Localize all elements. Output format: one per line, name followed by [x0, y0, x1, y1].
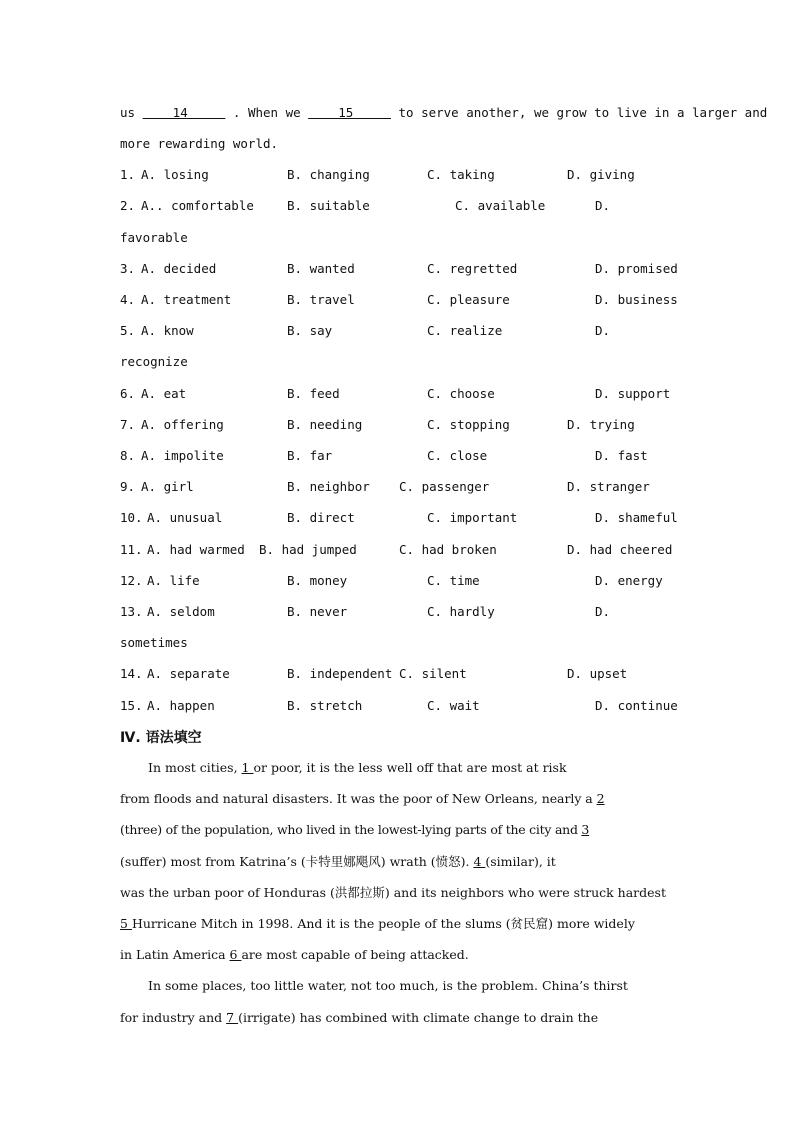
option-d: D. promised: [595, 261, 678, 276]
option-number: 2.: [120, 198, 136, 213]
option-b: B. never: [287, 604, 348, 619]
option-c: C. important: [427, 510, 518, 525]
option-a: A. treatment: [141, 292, 232, 307]
option-c: C. pleasure: [427, 292, 510, 307]
blank-3: 3: [581, 822, 590, 837]
blank-1: 1: [241, 760, 254, 775]
option-b: B. had jumped: [259, 542, 357, 557]
option-a: A. separate: [147, 666, 230, 681]
option-b: B. far: [287, 448, 333, 463]
option-number: 1.: [120, 167, 136, 182]
intro-line-1: us 14 . When we 15 to serve another, we grow to live in a larger and: [120, 105, 768, 120]
option-a: A. decided: [141, 261, 217, 276]
option-number: 10.: [120, 510, 143, 525]
blank-14: 14: [142, 105, 226, 120]
option-c: C. had broken: [399, 542, 497, 557]
passage-line-2: from floods and natural disasters. It was the poor of New Orleans, nearly a 2: [120, 791, 605, 806]
option-a: A. know: [141, 323, 194, 338]
option-number: 13.: [120, 604, 143, 619]
option-a: A. seldom: [147, 604, 215, 619]
option-b: B. changing: [287, 167, 370, 182]
option-b: B. suitable: [287, 198, 370, 213]
option-c: C. stopping: [427, 417, 510, 432]
option-d: D. had cheered: [567, 542, 673, 557]
option-b: B. stretch: [287, 698, 363, 713]
option-c: C. choose: [427, 386, 495, 401]
option-number: 14.: [120, 666, 143, 681]
option-b: B. travel: [287, 292, 355, 307]
option-a: A. life: [147, 573, 200, 588]
option-c: C. close: [427, 448, 488, 463]
option-d: D. business: [595, 292, 678, 307]
blank-5: 5: [120, 916, 132, 931]
option-d-wrap: sometimes: [120, 635, 188, 650]
option-a: A. girl: [141, 479, 194, 494]
option-c: C. wait: [427, 698, 480, 713]
passage-line-5: was the urban poor of Honduras (洪都拉斯) and its neighbors who were struck hardest: [120, 885, 666, 900]
option-number: 7.: [120, 417, 136, 432]
option-number: 8.: [120, 448, 136, 463]
option-b: B. needing: [287, 417, 363, 432]
passage-line-7: in Latin America 6 are most capable of being attacked.: [120, 947, 469, 962]
option-a: A. had warmed: [147, 542, 245, 557]
option-b: B. direct: [287, 510, 355, 525]
option-c: C. realize: [427, 323, 503, 338]
option-a: A. happen: [147, 698, 215, 713]
option-c: C. regretted: [427, 261, 518, 276]
option-a: A.. comfortable: [141, 198, 254, 213]
option-c: C. taking: [427, 167, 495, 182]
blank-15: 15: [308, 105, 391, 120]
option-number: 4.: [120, 292, 136, 307]
passage-line-3: (three) of the population, who lived in the lowest-lying parts of the city and 3: [120, 822, 590, 837]
blank-6: 6: [229, 947, 242, 962]
option-b: B. independent: [287, 666, 393, 681]
intro-line-2: more rewarding world.: [120, 136, 279, 151]
blank-7: 7: [226, 1010, 239, 1025]
option-c: C. time: [427, 573, 480, 588]
option-c: C. passenger: [399, 479, 490, 494]
option-c: C. silent: [399, 666, 467, 681]
option-b: B. say: [287, 323, 333, 338]
option-d: D. energy: [595, 573, 663, 588]
option-a: A. offering: [141, 417, 224, 432]
option-number: 15.: [120, 698, 143, 713]
blank-4: 4: [473, 854, 486, 869]
option-d: D.: [595, 198, 611, 213]
option-d: D. trying: [567, 417, 635, 432]
option-number: 11.: [120, 542, 143, 557]
option-number: 5.: [120, 323, 136, 338]
option-number: 9.: [120, 479, 136, 494]
option-number: 6.: [120, 386, 136, 401]
passage-line-1: In most cities, 1 or poor, it is the less well off that are most at risk: [148, 760, 567, 775]
option-d-wrap: favorable: [120, 230, 188, 245]
passage-line-8: In some places, too little water, not too much, is the problem. China’s thirst: [148, 978, 628, 993]
option-d: D. giving: [567, 167, 635, 182]
blank-2: 2: [596, 791, 605, 806]
option-d: D. fast: [595, 448, 648, 463]
option-c: C. available: [455, 198, 546, 213]
option-b: B. money: [287, 573, 348, 588]
option-d: D.: [595, 604, 611, 619]
passage-line-4: (suffer) most from Katrina’s (卡特里娜飓风) wrath (愤怒). 4 (similar), it: [120, 854, 556, 869]
option-d: D. shameful: [595, 510, 678, 525]
option-a: A. unusual: [147, 510, 223, 525]
option-a: A. losing: [141, 167, 209, 182]
option-b: B. wanted: [287, 261, 355, 276]
option-number: 12.: [120, 573, 143, 588]
option-d: D. stranger: [567, 479, 650, 494]
option-a: A. eat: [141, 386, 187, 401]
option-d: D. continue: [595, 698, 678, 713]
section-heading: Ⅳ. 语法填空: [120, 730, 202, 746]
option-c: C. hardly: [427, 604, 495, 619]
option-number: 3.: [120, 261, 136, 276]
option-b: B. neighbor: [287, 479, 370, 494]
option-a: A. impolite: [141, 448, 224, 463]
option-d-wrap: recognize: [120, 354, 188, 369]
passage-line-9: for industry and 7 (irrigate) has combined with climate change to drain the: [120, 1010, 599, 1025]
option-d: D.: [595, 323, 611, 338]
option-b: B. feed: [287, 386, 340, 401]
option-d: D. upset: [567, 666, 628, 681]
option-d: D. support: [595, 386, 671, 401]
passage-line-6: 5 Hurricane Mitch in 1998. And it is the people of the slums (贫民窟) more widely: [120, 916, 635, 931]
